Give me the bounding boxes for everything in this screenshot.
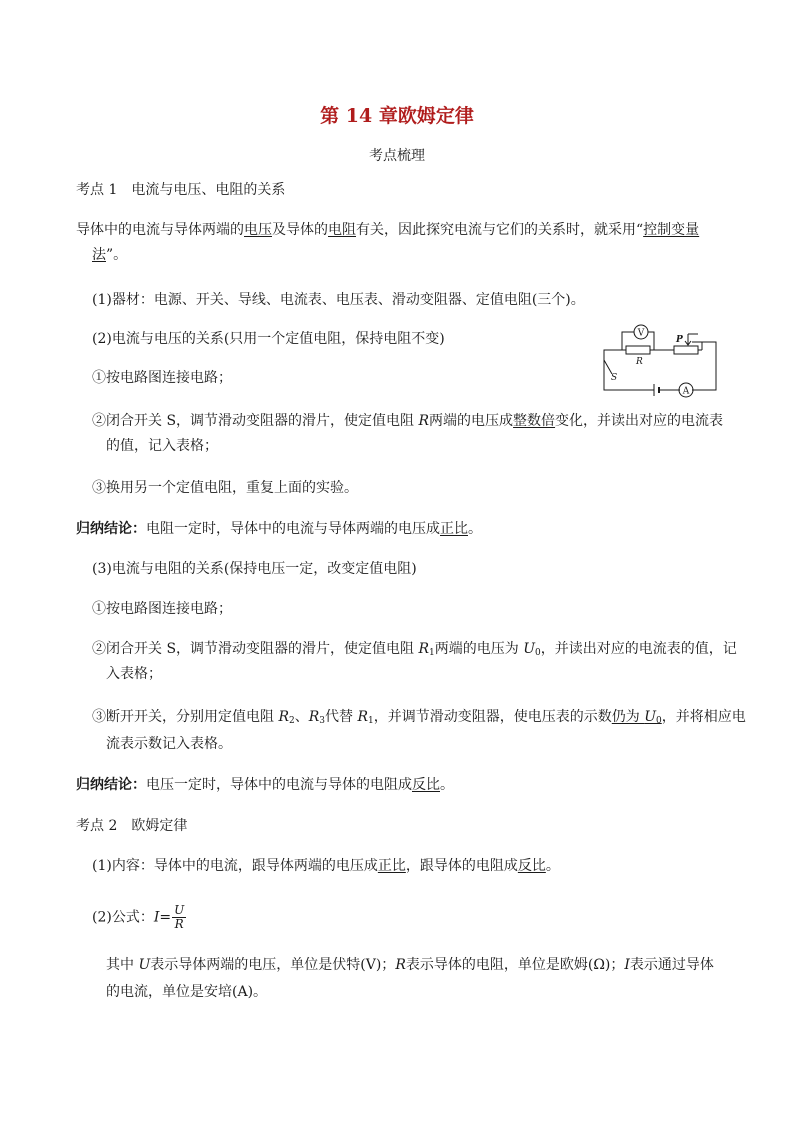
section-heading-point1: 考点 1 电流与电压、电阻的关系 [76,182,286,198]
resistor-r-shape [626,346,650,354]
equipment-item: (1)器材：电源、开关、导线、电流表、电压表、滑动变阻器、定值电阻(三个)。 [92,292,585,308]
intro-paragraph-cont: 法”。 [92,247,128,263]
formula-explanation-cont: 的电流，单位是安培(A)。 [106,984,268,1000]
voltmeter-label: V [637,328,645,339]
step-adjust-rheostat: ②闭合开关 S，调节滑动变阻器的滑片，使定值电阻 R两端的电压成整数倍变化，并读出对应的电流表 [92,413,724,429]
circuit-diagram [592,322,720,402]
resistor-label: R [636,357,643,367]
section-heading-point2: 考点 2 欧姆定律 [76,818,188,834]
step-swap-resistors: ③断开开关，分别用定值电阻 $R_2$、$R_3$代替 $R_1$，并调节滑动变阻器，使电压表的示数仍为 $U_0$，并将相应电 [92,709,746,726]
step-swap-resistors-cont: 流表示数记入表格。 [106,736,232,752]
subsection-current-voltage: (2)电流与电压的关系(只用一个定值电阻，保持电阻不变) [92,331,445,347]
page-title: 第 14 章欧姆定律 [320,105,474,127]
conclusion-inverse: 归纳结论：电压一定时，导体中的电流与导体的电阻成反比。 [76,777,454,793]
step-connect-circuit-2: ①按电路图连接电路； [92,601,232,617]
switch-label: S [611,373,618,383]
step-replace-resistor: ③换用另一个定值电阻，重复上面的实验。 [92,480,358,496]
subsection-current-resistance: (3)电流与电阻的关系(保持电压一定，改变定值电阻) [92,561,417,577]
formula-explanation: 其中 U表示导体两端的电压，单位是伏特(V)；R表示导体的电阻，单位是欧姆(Ω)；I表示通过导体 [106,957,714,973]
ammeter-label: A [682,386,690,397]
circuit-wire-right [692,342,716,390]
step-set-voltage-cont: 入表格； [106,666,162,682]
step-connect-circuit: ①按电路图连接电路； [92,370,232,386]
rheostat-label: P [676,335,683,345]
ohm-law-formula: (2)公式：I= $\frac{U}{R}$ [92,903,185,931]
step-adjust-rheostat-cont: 的值，记入表格； [106,438,218,454]
step-set-voltage: ②闭合开关 S，调节滑动变阻器的滑片，使定值电阻 $R_1$两端的电压为 $U_0$，并读出对应的电流表的值，记 [92,641,737,658]
ohm-law-content: (1)内容：导体中的电流，跟导体两端的电压成正比，跟导体的电阻成反比。 [92,858,560,874]
switch-blade [604,360,612,374]
conclusion-proportional: 归纳结论：电阻一定时，导体中的电流与导体两端的电压成正比。 [76,521,482,537]
formula-fraction: $\frac{U}{R}$ [174,903,185,931]
intro-paragraph: 导体中的电流与导体两端的电压及导体的电阻有关，因此探究电流与它们的关系时，就采用“控制变量 [76,222,700,238]
page-subtitle: 考点梳理 [369,148,425,164]
rheostat-shape [674,346,698,354]
